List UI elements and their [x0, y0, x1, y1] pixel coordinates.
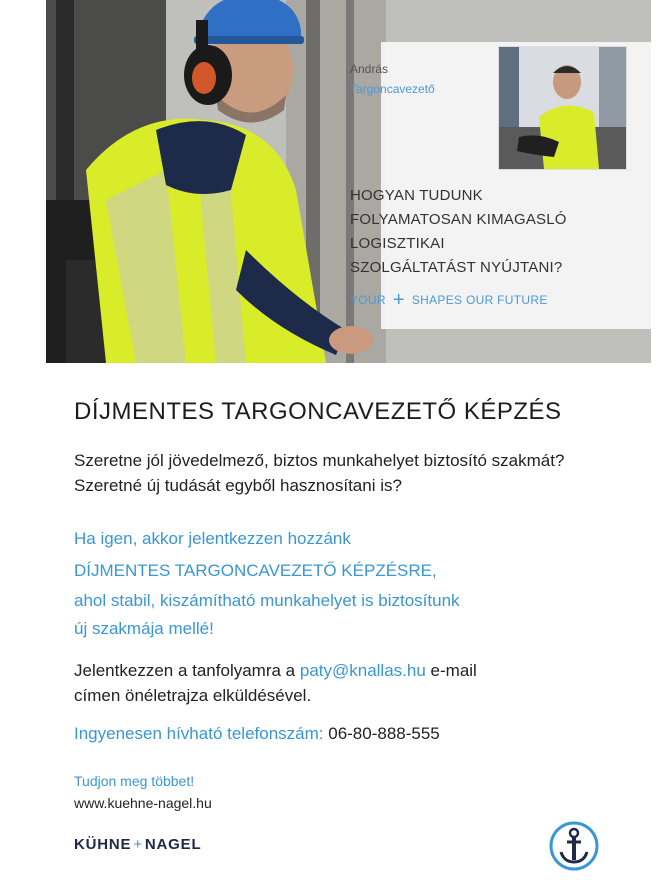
website-link[interactable]: www.kuehne-nagel.hu [74, 795, 212, 811]
brand-plus: + [133, 836, 143, 853]
question-line: HOGYAN TUDUNK [350, 187, 483, 204]
offer-text-2 [74, 587, 460, 643]
apply-text [74, 658, 477, 708]
slogan [350, 289, 548, 311]
offer-line: új szakmája mellé! [74, 619, 214, 638]
intro-line: Szeretne jól jövedelmező, biztos munkahelyet biztosító szakmát? [74, 451, 565, 470]
testimonial-role: Targoncavezető [350, 82, 435, 96]
slogan-right: SHAPES OUR FUTURE [411, 293, 548, 307]
page-title: DÍJMENTES TARGONCAVEZETŐ KÉPZÉS [74, 398, 562, 425]
offer-line: Ha igen, akkor jelentkezzen hozzánk [74, 529, 351, 548]
question-line: SZOLGÁLTATÁST NYÚJTANI? [350, 259, 563, 276]
brand-left: KÜHNE [74, 836, 132, 853]
apply-line [74, 658, 477, 683]
intro-text [74, 448, 564, 498]
learn-more-text: Tudjon meg többet! [74, 773, 195, 789]
intro-line: Szeretné új tudását egyből hasznosítani is? [74, 476, 402, 495]
phone-number[interactable]: 06-80-888-555 [328, 724, 440, 743]
slogan-left: YOUR [350, 293, 386, 307]
phone-label: Ingyenesen hívható telefonszám: [74, 724, 324, 743]
apply-prefix: Jelentkezzen a tanfolyamra a [74, 661, 300, 680]
brand-right: NAGEL [144, 836, 202, 853]
company-logo-wordmark [74, 836, 201, 853]
offer-text [74, 523, 437, 587]
phone-line [74, 721, 440, 746]
testimonial-name: András [350, 62, 389, 76]
anchor-icon [548, 820, 600, 872]
driver-portrait-image [499, 47, 626, 169]
plus-icon: + [392, 289, 405, 311]
apply-suffix: e-mail [425, 661, 477, 680]
email-link[interactable]: paty@knallas.hu [299, 661, 426, 680]
hero-question [350, 184, 620, 280]
question-line: FOLYAMATOSAN KIMAGASLÓ [350, 211, 567, 228]
offer-line: DÍJMENTES TARGONCAVEZETŐ KÉPZÉSRE, [74, 561, 437, 580]
apply-line-2: címen önéletrajza elküldésével. [74, 686, 312, 705]
question-line: LOGISZTIKAI [350, 235, 445, 252]
offer-line: ahol stabil, kiszámítható munkahelyet is biztosítunk [74, 591, 460, 610]
testimonial-photo [498, 46, 627, 170]
